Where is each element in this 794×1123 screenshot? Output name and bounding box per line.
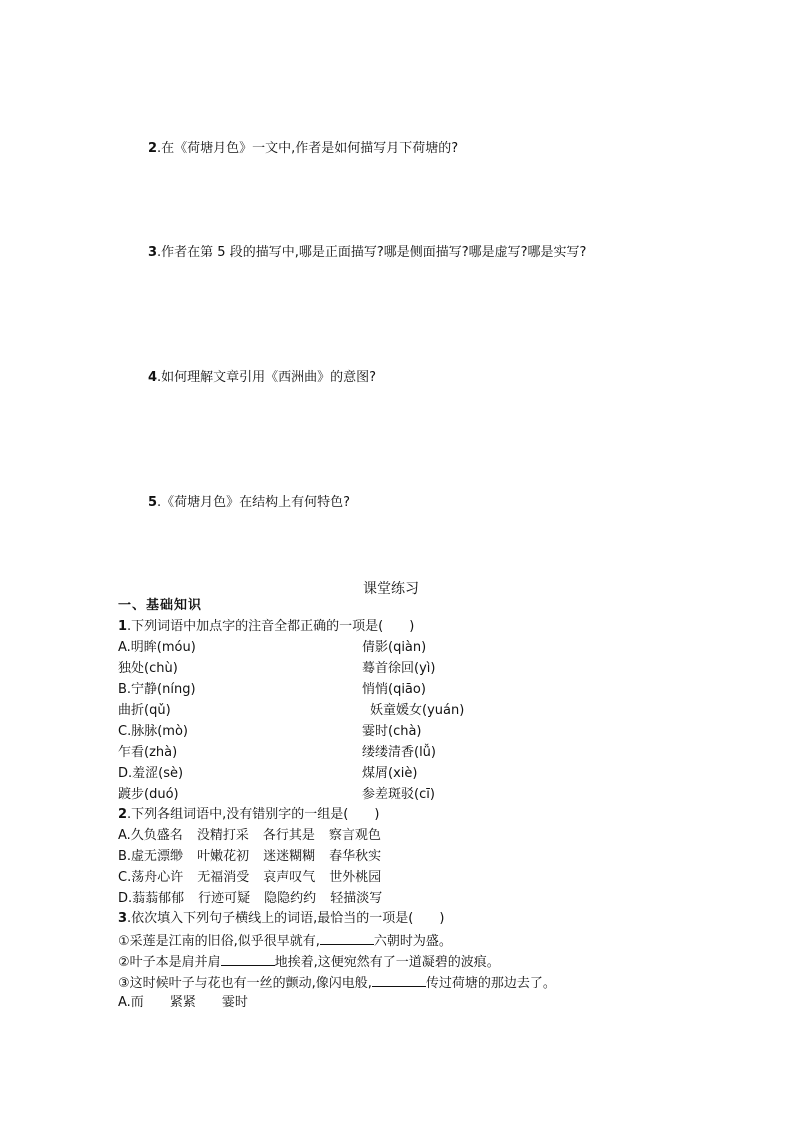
- sentence-text: 六朝时为盛。: [373, 934, 452, 949]
- option-row: [118, 661, 436, 677]
- option-cell: 霎时: [221, 995, 248, 1010]
- question-number: 2: [148, 141, 158, 156]
- option-cell: 煤屑(xiè): [362, 766, 418, 781]
- option-cell: 无福消受: [197, 870, 250, 885]
- question-text: .下列词语中加点字的注音全都正确的一项是( ): [127, 619, 415, 634]
- question-text: .如何理解文章引用《西洲曲》的意图?: [157, 370, 377, 385]
- option-row: [118, 995, 262, 1011]
- option-cell: 迷迷糊糊: [263, 849, 316, 864]
- sentence-text: ②叶子本是肩并肩: [118, 955, 221, 970]
- question-text: .依次填入下列句子横线上的词语,最恰当的一项是( ): [127, 911, 445, 926]
- question-number: 4: [148, 370, 158, 385]
- option-cell: 各行其是: [262, 828, 315, 843]
- option-cell: 踱步(duó): [118, 787, 179, 802]
- option-row: [118, 745, 436, 761]
- sentence-text: ①采莲是江南的旧俗,似乎很早就有,: [118, 934, 320, 949]
- option-cell: A.而: [118, 995, 144, 1010]
- section-heading: 一、基础知识: [118, 598, 203, 613]
- option-cell: 参差斑驳(cī): [362, 787, 435, 802]
- option-cell: 缕缕清香(lǚ): [362, 745, 436, 760]
- question-number: 2: [118, 807, 128, 822]
- option-cell: 世外桃园: [329, 870, 382, 885]
- practice-question-2: [118, 807, 379, 823]
- option-cell: D.蓊蓊郁郁: [118, 891, 185, 906]
- option-row: [118, 682, 426, 698]
- option-cell: 轻描淡写: [330, 891, 383, 906]
- option-cell: B.宁静(níng): [118, 682, 196, 697]
- sentence-text: 地挨着,这便宛然有了一道凝碧的波痕。: [274, 955, 500, 970]
- question-text: .下列各组词语中,没有错别字的一组是( ): [127, 807, 380, 822]
- option-cell: 叶嫩花初: [197, 849, 250, 864]
- question-text: .在《荷塘月色》一文中,作者是如何描写月下荷塘的?: [157, 141, 459, 156]
- question-2: [148, 141, 458, 157]
- option-cell: 妖童媛女(yuán): [370, 703, 465, 718]
- option-cell: 没精打采: [196, 828, 249, 843]
- option-cell: 春华秋实: [329, 849, 382, 864]
- option-row: [118, 849, 395, 865]
- option-row: [118, 787, 435, 803]
- option-row: [118, 703, 465, 719]
- option-cell: 悄悄(qiāo): [362, 682, 426, 697]
- sentence-text: 传过荷塘的那边去了。: [425, 976, 556, 991]
- practice-question-3: [118, 911, 444, 927]
- sentence-line: [118, 974, 556, 992]
- option-cell: 曲折(qǔ): [118, 703, 171, 718]
- question-number: 5: [148, 495, 158, 510]
- practice-question-1: [118, 619, 414, 635]
- option-row: [118, 766, 418, 782]
- option-cell: 蓦首徐回(yì): [362, 661, 436, 676]
- option-row: [118, 870, 395, 886]
- practice-title: 课堂练习: [363, 581, 419, 597]
- fill-blank: [372, 974, 426, 987]
- option-cell: 霎时(chà): [362, 724, 422, 739]
- option-cell: 倩影(qiàn): [362, 640, 427, 655]
- option-row: [118, 828, 395, 844]
- option-cell: 行迹可疑: [198, 891, 251, 906]
- sentence-text: ③这时候叶子与花也有一丝的颤动,像闪电般,: [118, 976, 372, 991]
- option-row: [118, 640, 427, 656]
- option-cell: 察言观色: [328, 828, 381, 843]
- question-5: [148, 495, 350, 511]
- option-cell: C.荡舟心许: [118, 870, 184, 885]
- question-4: [148, 370, 376, 386]
- question-3: [148, 245, 586, 261]
- option-cell: B.虚无漂缈: [118, 849, 184, 864]
- sentence-line: [118, 932, 452, 950]
- option-row: [118, 891, 396, 907]
- question-number: 1: [118, 619, 128, 634]
- option-cell: 紧紧: [169, 995, 196, 1010]
- option-cell: C.脉脉(mò): [118, 724, 188, 739]
- option-cell: A.久负盛名: [118, 828, 183, 843]
- option-row: [118, 724, 422, 740]
- fill-blank: [320, 932, 374, 945]
- option-cell: 独处(chù): [118, 661, 178, 676]
- option-cell: 乍看(zhà): [118, 745, 178, 760]
- option-cell: A.明眸(móu): [118, 640, 196, 655]
- option-cell: 哀声叹气: [263, 870, 316, 885]
- question-number: 3: [118, 911, 128, 926]
- option-cell: 隐隐约约: [264, 891, 317, 906]
- question-text: .《荷塘月色》在结构上有何特色?: [157, 495, 351, 510]
- sentence-line: [118, 953, 500, 971]
- question-text: .作者在第 5 段的描写中,哪是正面描写?哪是侧面描写?哪是虚写?哪是实写?: [157, 245, 587, 260]
- option-cell: D.羞涩(sè): [118, 766, 184, 781]
- question-number: 3: [148, 245, 158, 260]
- fill-blank: [221, 953, 275, 966]
